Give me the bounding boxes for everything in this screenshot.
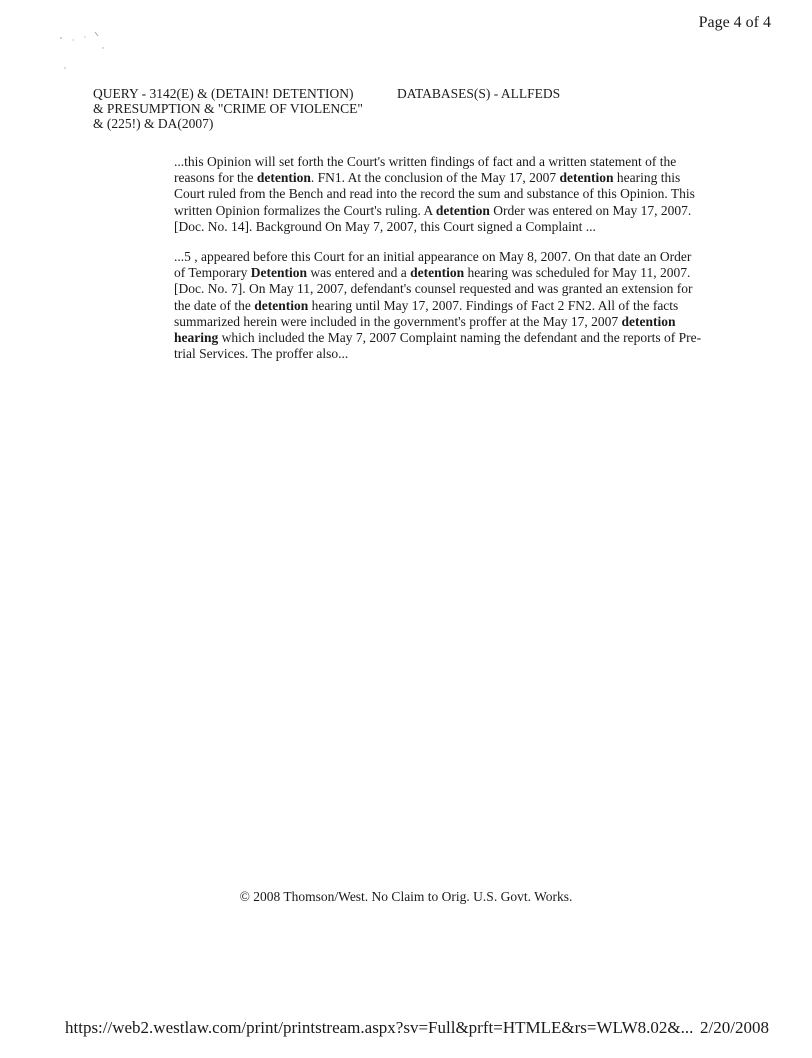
excerpt-text: Order was entered on May 17, 2007. <box>489 202 692 218</box>
query-line: & (225!) & DA(2007) <box>93 116 214 131</box>
result-excerpt <box>174 249 714 362</box>
excerpt-text: ...5 , appeared before this Court for an initial appearance on May 8, 2007. On that date an Order <box>174 249 692 265</box>
excerpt-line <box>174 330 701 345</box>
search-term-hit: detention <box>256 170 311 186</box>
excerpt-line <box>174 314 676 329</box>
result-excerpt <box>174 154 714 235</box>
excerpt-line <box>174 203 691 218</box>
excerpt-text: was entered and a <box>307 265 411 281</box>
excerpt-text: of Temporary <box>174 265 251 281</box>
search-term-hit: hearing <box>174 330 219 346</box>
search-term-hit: detention <box>435 202 490 218</box>
search-results <box>174 154 714 376</box>
excerpt-line <box>174 298 678 313</box>
excerpt-text: written Opinion formalizes the Court's ruling. A <box>174 202 436 218</box>
scan-specks <box>55 28 115 78</box>
query-line: QUERY - 3142(E) & (DETAIN! DETENTION) <box>93 86 354 101</box>
excerpt-text: [Doc. No. 7]. On May 11, 2007, defendant's counsel requested and was granted an extension for <box>174 281 693 297</box>
excerpt-text: which included the May 7, 2007 Complaint naming the defendant and the reports of Pre- <box>218 330 702 346</box>
excerpt-line <box>174 154 676 169</box>
query-block <box>93 86 378 131</box>
excerpt-text: hearing until May 17, 2007. Findings of Fact 2 FN2. All of the facts <box>308 297 679 313</box>
excerpt-text: summarized herein were included in the government's proffer at the May 17, 2007 <box>174 313 622 329</box>
search-term-hit: Detention <box>250 265 308 281</box>
excerpt-text: hearing was scheduled for May 11, 2007. <box>464 265 691 281</box>
excerpt-line <box>174 346 348 361</box>
search-term-hit: detention <box>559 170 614 186</box>
excerpt-text: trial Services. The proffer also... <box>174 346 349 362</box>
copyright-notice: © 2008 Thomson/West. No Claim to Orig. U.S. Govt. Works. <box>239 889 573 904</box>
excerpt-text: Court ruled from the Bench and read into the record the sum and substance of this Opinion. This <box>174 186 695 202</box>
excerpt-line <box>174 186 695 201</box>
print-date: 2/20/2008 <box>700 1018 769 1037</box>
search-term-hit: detention <box>410 265 465 281</box>
excerpt-text: the date of the <box>174 297 255 313</box>
databases-label: DATABASES(S) - ALLFEDS <box>397 86 561 101</box>
page-indicator: Page 4 of 4 <box>698 14 771 31</box>
query-line: & PRESUMPTION & "CRIME OF VIOLENCE" <box>93 101 363 116</box>
excerpt-text: . FN1. At the conclusion of the May 17, 2007 <box>310 170 560 186</box>
print-url: https://web2.westlaw.com/print/printstream.aspx?sv=Full&prft=HTMLE&rs=WLW8.02&... <box>65 1018 694 1037</box>
excerpt-text: ...this Opinion will set forth the Court's written findings of fact and a written statement of the <box>174 154 677 169</box>
search-term-hit: detention <box>254 297 309 313</box>
excerpt-line <box>174 281 693 296</box>
excerpt-line <box>174 265 690 280</box>
excerpt-line <box>174 219 596 234</box>
excerpt-line <box>174 170 680 185</box>
excerpt-text: [Doc. No. 14]. Background On May 7, 2007, this Court signed a Complaint ... <box>174 218 596 234</box>
excerpt-text: hearing this <box>613 170 681 186</box>
excerpt-text: reasons for the <box>174 170 257 186</box>
excerpt-line <box>174 249 691 264</box>
search-term-hit: detention <box>621 313 676 329</box>
